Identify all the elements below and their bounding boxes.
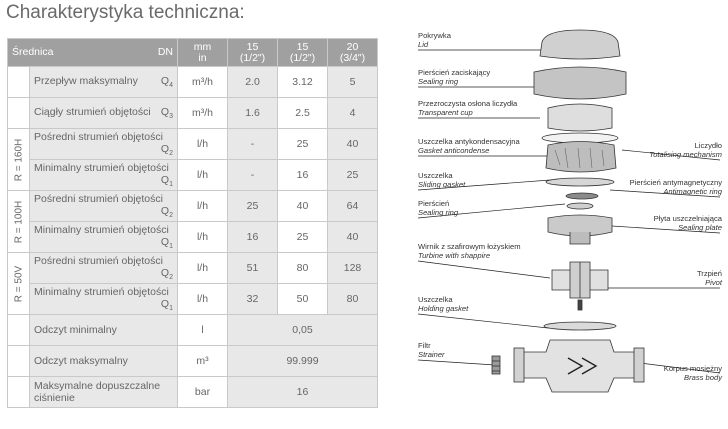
srednica-label: Średnica (12, 46, 54, 58)
blank-cell (8, 377, 30, 408)
row-label: Minimalny strumień objętości $Q_1$ (30, 222, 178, 253)
row-unit: bar (178, 377, 228, 408)
row-value: 4 (328, 98, 378, 129)
row-value: 32 (228, 284, 278, 315)
label-strainer: Filtr Strainer (418, 341, 445, 359)
spec-table (7, 38, 378, 408)
header-srednica (8, 39, 178, 67)
label-totalising-mechanism: Liczydło Totalising mechanism (649, 141, 722, 159)
group-r160h: R = 160H (8, 129, 30, 191)
row-unit: l/h (178, 284, 228, 315)
label-pivot: Trzpień Pivot (696, 269, 722, 287)
blank-cell (8, 98, 30, 129)
row-value: 16 (228, 222, 278, 253)
row-value: 51 (228, 253, 278, 284)
exploded-diagram (400, 0, 728, 424)
row-value: 80 (278, 253, 328, 284)
row-value: 16 (278, 160, 328, 191)
row-label: Pośredni strumień objętości $Q_2$ (30, 253, 178, 284)
row-value: 16 (228, 377, 378, 408)
row-unit: l/h (178, 160, 228, 191)
blank-cell (8, 67, 30, 98)
blank-cell (8, 315, 30, 346)
page-title: Charakterystyka techniczna: (6, 2, 245, 23)
row-value: 3.12 (278, 67, 328, 98)
row-value: 5 (328, 67, 378, 98)
row-value: 25 (278, 129, 328, 160)
table-row (8, 67, 378, 98)
table-row (8, 346, 378, 377)
label-antimagnetic-ring: Pierścień antymagnetyczny Antimagnetic ring (629, 178, 722, 196)
table-row (8, 284, 378, 315)
table-row (8, 253, 378, 284)
header-size-1: 15 (1/2") (228, 39, 278, 67)
row-value: 99.999 (228, 346, 378, 377)
group-r50v: R = 50V (8, 253, 30, 315)
row-value: - (228, 160, 278, 191)
table-row (8, 222, 378, 253)
row-label: Pośredni strumień objętości $Q_2$ (30, 191, 178, 222)
label-brass-body: Korpus mosiężny Brass body (663, 364, 722, 382)
row-value: 80 (328, 284, 378, 315)
header-size-3: 20 (3/4") (328, 39, 378, 67)
label-sealing-ring-small: Pierścień Sealing ring (418, 199, 459, 217)
row-value: 25 (328, 160, 378, 191)
label-sliding-gasket: Uszczelka Sliding gasket (418, 171, 466, 189)
row-unit: l (178, 315, 228, 346)
table-row (8, 160, 378, 191)
header-size-2: 15 (1/2") (278, 39, 328, 67)
blank-cell (8, 346, 30, 377)
row-value: 0,05 (228, 315, 378, 346)
row-value: 2.5 (278, 98, 328, 129)
row-unit: l/h (178, 222, 228, 253)
row-unit: m³/h (178, 98, 228, 129)
label-lid: Pokrywka Lid (418, 31, 451, 49)
table-header (8, 39, 378, 67)
dn-label: DN (157, 46, 173, 58)
row-unit: l/h (178, 191, 228, 222)
row-value: 1.6 (228, 98, 278, 129)
label-turbine: Wirnik z szafirowym łożyskiem Turbine with shappire (418, 242, 521, 260)
row-label: Odczyt minimalny (30, 315, 178, 346)
row-label: Minimalny strumień objętości $Q_1$ (30, 160, 178, 191)
table-row (8, 98, 378, 129)
table-row (8, 377, 378, 408)
row-value: - (228, 129, 278, 160)
row-value: 40 (278, 191, 328, 222)
header-units: mm in (178, 39, 228, 67)
label-sealing-ring: Pierścień zaciskający Sealing ring (418, 68, 491, 86)
row-value: 2.0 (228, 67, 278, 98)
row-unit: l/h (178, 129, 228, 160)
row-label: Maksymalne dopuszczalne ciśnienie (30, 377, 178, 408)
row-label: Przepływ maksymalny $Q_4$ (30, 67, 178, 98)
row-value: 40 (328, 222, 378, 253)
row-label: Pośredni strumień objętości $Q_2$ (30, 129, 178, 160)
label-transparent-cup: Przezroczysta osłona liczydła Transparent cup (418, 99, 518, 117)
row-label: Ciągły strumień objętości $Q_3$ (30, 98, 178, 129)
row-value: 64 (328, 191, 378, 222)
row-unit: m³/h (178, 67, 228, 98)
row-value: 128 (328, 253, 378, 284)
row-value: 25 (228, 191, 278, 222)
table-row (8, 129, 378, 160)
row-value: 50 (278, 284, 328, 315)
group-r100h: R = 100H (8, 191, 30, 253)
table-row (8, 191, 378, 222)
label-gasket-anticondense: Uszczelka antykondensacyjna Gasket anticondense (418, 137, 520, 155)
row-unit: m³ (178, 346, 228, 377)
row-label: Odczyt maksymalny (30, 346, 178, 377)
row-value: 25 (278, 222, 328, 253)
table-row (8, 315, 378, 346)
row-unit: l/h (178, 253, 228, 284)
row-label: Minimalny strumień objętości $Q_1$ (30, 284, 178, 315)
row-value: 40 (328, 129, 378, 160)
label-sealing-plate: Płyta uszczelniająca Sealing plate (653, 214, 722, 232)
label-holding-gasket: Uszczelka Holding gasket (418, 295, 469, 313)
